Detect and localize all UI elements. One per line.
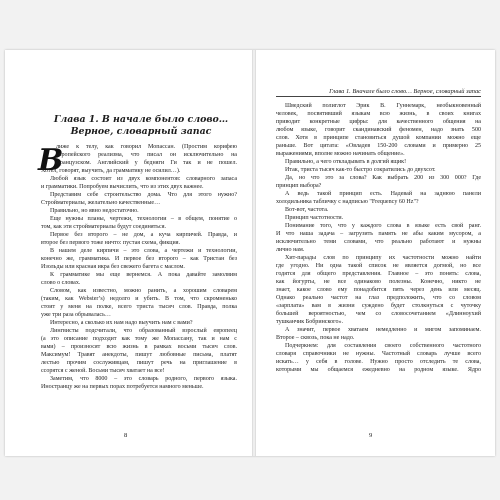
page-number-left: 8	[124, 432, 128, 439]
text-line: Хит-парады слов по принципу их частотности можно найти	[285, 255, 481, 261]
text-line: Стройматериалы, желательно качественные…	[41, 200, 161, 206]
text-line: исключительно теми словами, что реально работают и нужны	[276, 239, 481, 245]
text-line: Подчеркнем: для составления своего собственного частотного	[285, 343, 481, 349]
left-page-body	[41, 143, 237, 391]
text-line: Вот-вот, частота.	[285, 207, 329, 213]
text-line: вами) – произносят всю жизнь в рамках восьми тысяч слов.	[41, 344, 237, 350]
text-line: словаря справочники не нужны. Частотный словарь лучше всего	[276, 351, 481, 357]
text-line: Первое без второго – не дом, а куча кирпичей. Правда, и	[50, 232, 237, 238]
chapter-title-line-1: Глава 1. В начале было слово…	[53, 114, 229, 125]
text-line: Принцип частотности.	[285, 215, 344, 221]
page-number-right: 9	[369, 432, 373, 439]
text-line: Понимание того, что у каждого слова в языке есть свой ранг.	[285, 223, 481, 229]
text-line: Правильно, а чего откладывать в долгий ящик!	[285, 159, 407, 165]
text-line: выражениями, вполне можно начинать общение».	[276, 151, 405, 157]
text-line: которыми мы общаемся ежедневно на родном языке. Ядро	[276, 367, 481, 373]
text-line: Правильно, но явно недостаточно.	[50, 208, 139, 214]
chapter-title	[41, 114, 241, 138]
drop-cap: В	[38, 143, 64, 178]
left-page	[5, 50, 252, 456]
text-line: годятся для общего представления. Главное – это понять: слова,	[276, 271, 481, 277]
text-line: К грамматике мы еще вернемся. А пока давайте замолвим	[50, 272, 237, 278]
text-line: В нашем деле кирпичи – это слова, а чертежи и технологии,	[50, 248, 237, 254]
text-line: раньше. Вот цитата: «Овладев 150-200 словами и примерно 25	[276, 143, 481, 149]
text-line: человек, посвятивший языкам всю жизнь, в своих книгах	[276, 111, 481, 117]
text-line: принцип выбора?	[276, 183, 322, 189]
text-line: знает, какое слово ему понадобится пять через день или месяц.	[276, 287, 481, 293]
text-line: французском. Английский у бедняги Ги так и не пошел.	[56, 160, 237, 166]
text-line: Иностранцу же на первых порах потребуется намного меньше.	[41, 384, 204, 390]
text-line: холодильника табличку с надписью "Frequency 60 Hz"?	[276, 199, 419, 205]
text-line: Итак, триста тысяч как-то быстро сократились до двухсот.	[285, 167, 436, 173]
text-line: (а это описание подходит как тому же Мопассану, так и нам с	[41, 336, 237, 342]
text-line: Интересно, а сколько их нам надо выучить нам с вами?	[50, 320, 193, 326]
text-line: Максимум! Травят анекдоты, пишут любовные письма, платят	[41, 352, 237, 358]
text-line: Второе – сквозь, пока не надо.	[276, 335, 355, 341]
book-spread	[5, 50, 495, 456]
text-line: лестью прочим сослуживцам, пишут речь на приглашение в	[41, 360, 237, 366]
text-line: искать… у себя в голове. Нужно просто отследить те слова,	[276, 359, 481, 365]
text-line: как йогурты, не все одинаково полезны. Конечно, никто не	[276, 279, 481, 285]
text-line: Заметим, что 8000 – это словарь родного, первого языка.	[50, 376, 237, 382]
text-line: Представим себе строительство дома. Что для этого нужно?	[50, 192, 237, 198]
right-page-body	[276, 102, 481, 374]
text-line: А ведь такой принцип есть. Надевай на заднюю панели	[285, 191, 481, 197]
text-line: лично нам.	[276, 247, 305, 253]
text-line: и грамматики. Попробуем вычислить, что из этих двух важнее.	[41, 184, 204, 190]
text-line: Словом, как известно, можно ранить, а хорошим словарем	[50, 288, 237, 294]
text-line: «зарплата» вам в жизни суждено будет столкнуться с чуточку	[276, 303, 481, 309]
text-line: Хотел, говорят, выучить, да грамматику не осилил…).	[41, 168, 181, 174]
text-line: Любой язык состоит из двух компонентов: словарного запаса	[50, 176, 237, 182]
chapter-title-line-2: Верное, словарный запас	[70, 126, 212, 137]
text-line: Изольды или красная икра без свежего багета с маслом.	[41, 264, 185, 270]
text-line: И что наша задача – загрузить память не абы каким мусором, а	[276, 231, 481, 237]
right-page	[256, 50, 495, 456]
running-head: Глава 1. Вначале было слово… Верное, словарный запас	[329, 88, 481, 95]
text-line: уже три раза обрывалась…	[41, 312, 111, 318]
text-line: А значит, первое хватаем немедленно и мигом запоминаем.	[285, 327, 481, 333]
text-line: приводит конкретные цифры: для качественного общения на	[276, 119, 481, 125]
text-line: Еще нужны планы, чертежи, технологии – в общем, понятие о	[50, 216, 237, 222]
text-line: тушканчик Бобринского».	[276, 319, 344, 325]
text-line: Шведский полиглот Эрик В. Гуннемарк, необыкновенный	[285, 103, 481, 109]
text-line: конечно же, грамматика. И первое без второго – как Тристан без	[41, 256, 237, 262]
text-line: европейского реализма, что писал он исключительно на	[56, 152, 237, 158]
text-line: стоит у меня на полке, всего триста тысяч слов. Правда, полка	[41, 304, 237, 310]
header-rule	[276, 96, 481, 97]
text-line: (таким, как Webster’s) недолго и убить. В том, что скромненько	[41, 296, 237, 302]
text-line: любом языке, говорит скандинавский феномен, надо знать 500	[276, 127, 481, 133]
text-line: ссорятся с женой. Восьми тысяч хватает на все!	[41, 368, 165, 374]
text-line: Лингвисты подсчитали, что образованный взрослый европеец	[50, 328, 237, 334]
text-line: лижe к телу, как говорил Мопассан. (Простим корифею	[56, 144, 237, 150]
text-line: слов. Хотя в принципе становиться душой компании можно еще	[276, 135, 481, 141]
text-line: где угодно. Ни одна такой список не является догмой, но все	[276, 263, 481, 269]
text-line: второе без первого тоже ничто: пустая схема, фикция.	[41, 240, 181, 246]
text-line: Да, но что это за слова? Как выбрать 200 из 300 000? Где	[285, 175, 481, 181]
text-line: том, как эти стройматериалы будут соединяться.	[41, 224, 167, 230]
text-line: Однако реально частот на глаз предположить, что со словом	[276, 295, 481, 301]
text-line: словo о словах.	[41, 280, 81, 286]
text-line: большей вероятностью, чем со словосочетанием «Длинноухий	[276, 311, 481, 317]
